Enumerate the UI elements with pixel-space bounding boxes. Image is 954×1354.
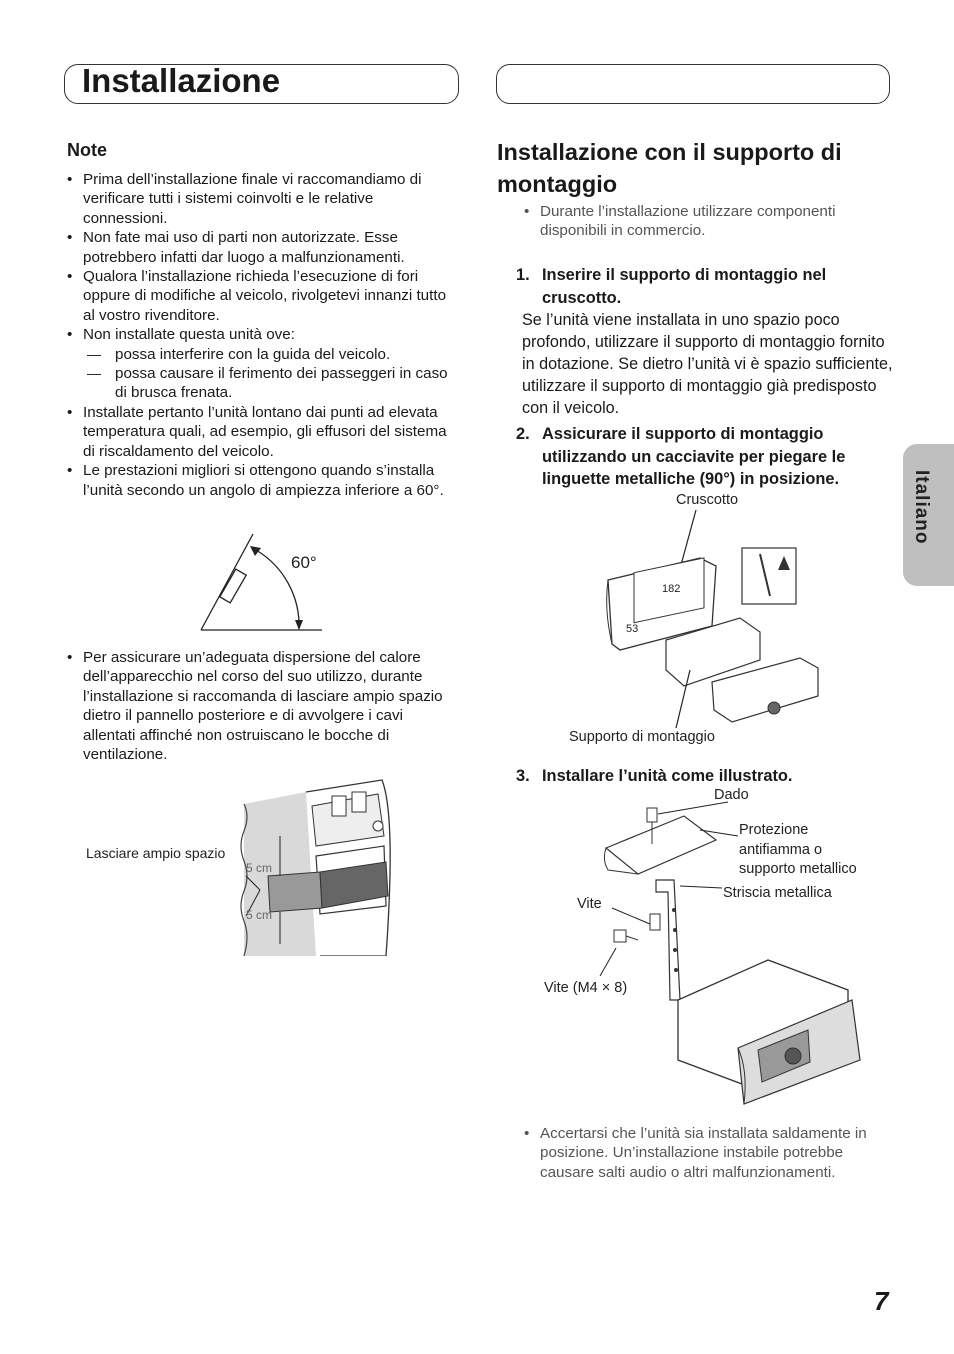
- list-item: • Installate pertanto l’unità lontano dai punti ad elevata temperatura quali, ad esempio, gli effusori del sistema di riscaldamento del veicolo.: [65, 403, 457, 461]
- angle-diagram: [195, 528, 330, 636]
- cruscotto-label: Cruscotto: [676, 492, 739, 508]
- list-item: • Durante l’installazione utilizzare componenti disponibili in commercio.: [522, 202, 894, 241]
- space-5cm-bottom: 5 cm: [246, 908, 273, 922]
- page-title: Installazione: [82, 62, 281, 99]
- list-item: • Non installate questa unità ove:: [65, 325, 457, 344]
- space-5cm-top: 5 cm: [246, 861, 273, 875]
- step-number: 1.: [516, 266, 530, 284]
- language-tab-label: [902, 470, 936, 550]
- list-item: • Accertarsi che l’unità sia installata saldamente in posizione. Un’installazione instabile potrebbe causare salti audio o altri malfunzionamenti.: [522, 1124, 894, 1182]
- list-item: • Per assicurare un’adeguata dispersione del calore dell’apparecchio nel corso del suo utilizzo, durante l’installazione si raccomanda di lasciare ampio spazio dietro il pannello posteriore e di avvolgere i cavi allentati affinché non ostruiscano le bocche di ventilazione.: [65, 648, 457, 764]
- list-item: • Prima dell’installazione finale vi raccomandiamo di verificare tutti i sistemi coinvolti e le relative connessioni.: [65, 170, 457, 228]
- step-title: Assicurare il supporto di montaggio utilizzando un cacciavite per piegare le linguette metalliche (90°) in posizione.: [542, 425, 846, 488]
- list-item: • Qualora l’installazione richieda l’esecuzione di fori oppure di modifiche al veicolo, rivolgetevi innanzi tutto al vostro rivenditore.: [65, 267, 457, 325]
- dashboard-space-diagram: [236, 776, 404, 956]
- step-text: Se l’unità viene installata in uno spazio poco profondo, utilizzare il supporto di montaggio fornito in dotazione. Se dietro l’unità vi è spazio sufficiente, utilizzare il supporto di montaggio già predisposto con il veicolo.: [522, 311, 893, 417]
- dim-53: 53: [626, 623, 639, 635]
- final-note: [522, 1124, 894, 1182]
- mounting-sleeve-diagram: [600, 510, 830, 730]
- note-list: [65, 170, 457, 500]
- step-3: [516, 765, 894, 788]
- note-heading: Note: [67, 140, 107, 160]
- list-item: — possa causare il ferimento dei passeggeri in caso di brusca frenata.: [65, 364, 457, 403]
- header-right-box: [496, 64, 890, 104]
- step-number: 3.: [516, 767, 530, 785]
- step-title: Inserire il supporto di montaggio nel cruscotto.: [542, 266, 827, 307]
- unit-installation-diagram: [598, 800, 868, 1112]
- supporto-label: Supporto di montaggio: [569, 729, 715, 745]
- list-item: — possa interferire con la guida del veicolo.: [65, 345, 457, 364]
- protezione-label: Protezione antifiamma o supporto metallico: [739, 822, 857, 877]
- list-item: • Non fate mai uso di parti non autorizzate. Esse potrebbero infatti dar luogo a malfunzionamenti.: [65, 228, 457, 267]
- language-tab-text: Italiano: [911, 470, 932, 545]
- intro-note: [522, 202, 894, 241]
- striscia-label: Striscia metallica: [723, 885, 832, 901]
- step-2: [516, 423, 894, 491]
- heat-note: [65, 648, 457, 764]
- dim-182: 182: [662, 583, 681, 595]
- step-title: Installare l’unità come illustrato.: [542, 767, 793, 785]
- angle-label: 60°: [291, 553, 317, 572]
- step-1: [516, 264, 894, 419]
- vite-label: Vite: [577, 896, 602, 912]
- step-number: 2.: [516, 425, 530, 443]
- vite-m4-label: Vite (M4 × 8): [544, 980, 628, 996]
- page-number: 7: [874, 1286, 889, 1316]
- space-label: Lasciare ampio spazio: [86, 845, 226, 861]
- dado-label: Dado: [714, 787, 749, 803]
- list-item: • Le prestazioni migliori si ottengono quando s’installa l’unità secondo un angolo di ampiezza inferiore a 60°.: [65, 461, 457, 500]
- section-title: Installazione con il supporto di montaggio: [497, 139, 842, 197]
